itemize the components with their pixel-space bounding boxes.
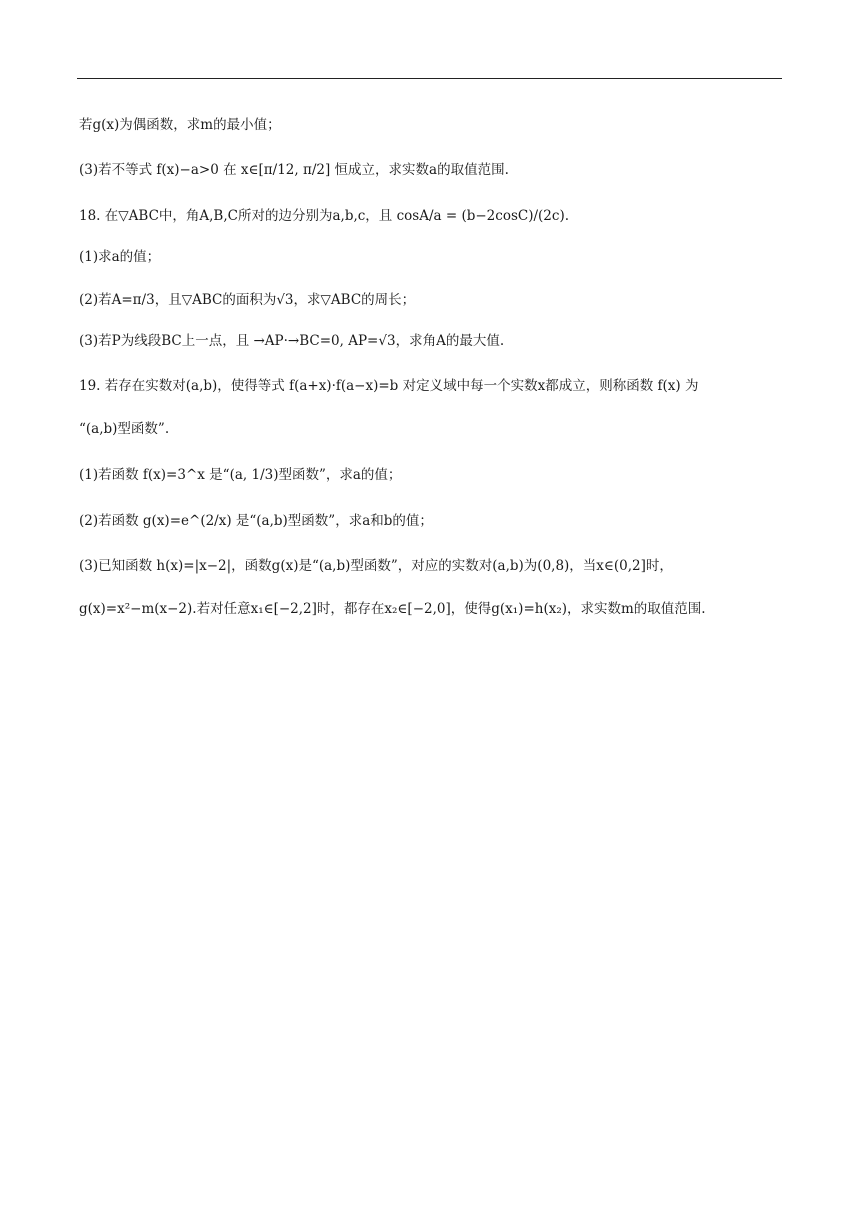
problem-19-part2: (2)若函数 g(x)=e^(2/x) 是“(a,b)型函数”，求a和b的值； [79,513,433,529]
problem-19-stem-continuation: “(a,b)型函数”. [79,421,170,437]
problem-19-part3-continuation: g(x)=x²−m(x−2).若对任意x₁∈[−2,2]时，都存在x₂∈[−2,0]，使得g(x₁)=h(x₂)，求实数m的取值范围. [79,601,706,617]
problem-19-part1: (1)若函数 f(x)=3^x 是“(a, 1/3)型函数”，求a的值； [79,467,402,483]
problem-19-stem: 19. 若存在实数对(a,b)，使得等式 f(a+x)·f(a−x)=b 对定义域中每一个实数x都成立，则称函数 f(x) 为 [79,378,699,394]
problem-17-part2-continuation: 若g(x)为偶函数，求m的最小值； [79,117,281,133]
problem-18-part2: (2)若A=π/3，且▽ABC的面积为√3，求▽ABC的周长； [79,292,416,308]
problem-18-part1: (1)求a的值； [79,249,161,265]
problem-19-part3: (3)已知函数 h(x)=|x−2|，函数g(x)是“(a,b)型函数”，对应的实数对(a,b)为(0,8)，当x∈(0,2]时， [79,558,673,574]
problem-18-stem: 18. 在▽ABC中，角A,B,C所对的边分别为a,b,c，且 cosA/a = (b−2cosC)/(2c). [79,208,570,224]
problem-17-part3: (3)若不等式 f(x)−a>0 在 x∈[π/12, π/2] 恒成立，求实数a的取值范围. [79,162,509,178]
problem-18-part3: (3)若P为线段BC上一点，且 →AP·→BC=0, AP=√3，求角A的最大值. [79,333,505,349]
header-rule [77,78,782,79]
